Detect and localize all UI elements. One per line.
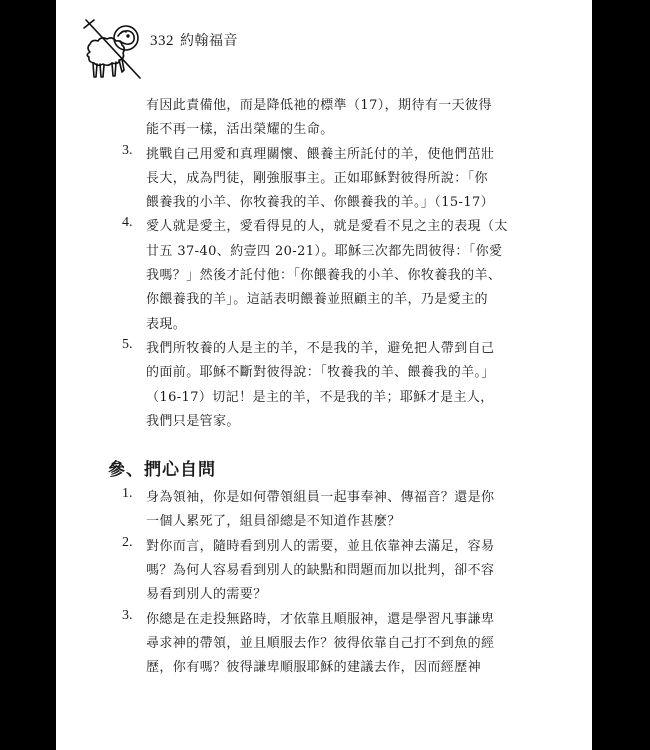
list-number: 1. <box>122 486 133 502</box>
page-number: 332 <box>150 33 174 49</box>
text-line: 你餵養我的羊」。這話表明餵養並照顧主的羊，乃是愛主的 <box>146 292 488 308</box>
text-line: 你總是在走投無路時，才依靠且順服神，還是學習凡事謙卑 <box>146 611 495 627</box>
text-line: 表現。 <box>146 316 187 332</box>
text-line: 身為領袖，你是如何帶領組員一起事奉神、傳福音？還是你 <box>146 490 495 506</box>
page-body <box>108 94 514 681</box>
section-heading: 參、捫心自問 <box>108 460 216 481</box>
text-line: 我們只是管家。 <box>146 413 240 429</box>
text-line: 嗎？為何人容易看到別人的缺點和問題而加以批判，卻不容 <box>146 563 495 579</box>
text-line: 一個人累死了，組員卻總是不知道作甚麼？ <box>146 514 401 530</box>
text-line: 我嗎？」然後才託付他：「你餵養我的小羊、你牧養我的羊、 <box>146 268 502 284</box>
list-number: 5. <box>122 336 133 352</box>
text-line: 尋求神的帶領，並且順服去作？彼得依靠自己打不到魚的經 <box>146 635 495 651</box>
text-line: 的面前。耶穌不斷對彼得說：「牧養我的羊、餵養我的羊。」 <box>146 365 495 381</box>
text-line: 廿五 37-40、約壹四 20-21）。耶穌三次都先問彼得：「你愛 <box>146 243 503 259</box>
text-line: 挑戰自己用愛和真理關懷、餵養主所託付的羊，使他們茁壯 <box>146 146 495 162</box>
continuation-paragraph <box>132 94 514 143</box>
text-line: 歷，你有嗎？彼得謙卑順服耶穌的建議去作，因而經歷神 <box>146 660 482 676</box>
book-page <box>56 0 592 750</box>
text-line: 餵養我的小羊、你牧養我的羊、你餵養我的羊。」（15-17） <box>146 195 495 211</box>
list-number: 2. <box>122 534 133 550</box>
text-line: 有因此責備他，而是降低祂的標準（17），期待有一天彼得 <box>146 98 492 113</box>
text-line: 長大，成為門徒，剛強服事主。正如耶穌對彼得所說：「你 <box>146 170 488 186</box>
running-header <box>150 30 238 50</box>
text-line: 我們所牧養的人是主的羊，不是我的羊，避免把人帶到自己 <box>146 340 495 356</box>
list-item-point-5 <box>122 336 514 434</box>
text-line: 對你而言，隨時看到別人的需要，並且依靠神去滿足，容易 <box>146 538 495 554</box>
text-line: 能不再一樣，活出榮耀的生命。 <box>146 122 334 138</box>
text-line: 愛人就是愛主，愛看得見的人，就是愛看不見之主的表現（太 <box>146 219 508 235</box>
list-item-point-3 <box>122 142 514 216</box>
book-title: 約翰福音 <box>180 33 238 49</box>
list-item-question-3 <box>122 607 514 681</box>
list-item-question-2 <box>122 534 514 608</box>
list-item-point-4 <box>122 215 514 336</box>
list-number: 4. <box>122 215 133 231</box>
text-line: （16-17）切記！是主的羊，不是我的羊；耶穌才是主人， <box>146 389 494 405</box>
lamb-with-cross-icon <box>82 14 146 82</box>
list-number: 3. <box>122 142 133 158</box>
text-line: 易看到別人的需要？ <box>146 587 267 603</box>
list-number: 3. <box>122 607 133 623</box>
list-item-question-1 <box>122 486 514 535</box>
